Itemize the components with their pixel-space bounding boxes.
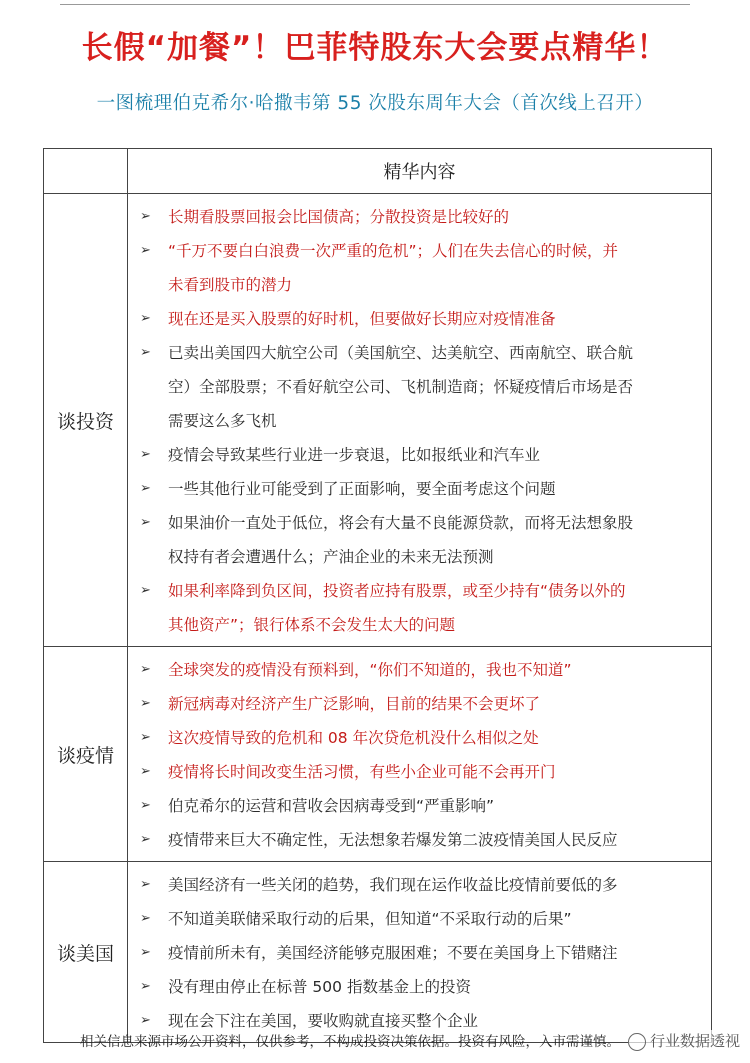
section-category: 谈美国 [44,862,128,1043]
arrow-bullet-icon: ➢ [140,911,151,926]
bullet-line: 疫情带来巨大不确定性，无法想象若爆发第二波疫情美国人民反应 [168,831,618,849]
arrow-bullet-icon: ➢ [140,832,151,847]
bullet-line: 如果油价一直处于低位，将会有大量不良能源贷款，而将无法想象股 [168,514,634,532]
bullet-item [128,302,711,336]
bullet-line: “千万不要白白浪费一次严重的危机”；人们在失去信心的时候，并 [168,242,619,260]
bullet-item [128,902,711,936]
bullet-item [128,574,711,642]
arrow-bullet-icon: ➢ [140,945,151,960]
section-category: 谈投资 [44,194,128,647]
summary-table [43,148,712,1043]
arrow-bullet-icon: ➢ [140,979,151,994]
bullet-line: 如果利率降到负区间，投资者应持有股票，或至少持有“债务以外的 [168,582,626,600]
bullet-line: 权持有者会遭遇什么；产油企业的未来无法预测 [168,548,494,566]
table-header-label: 精华内容 [128,149,712,194]
bullet-line: 长期看股票回报会比国债高；分散投资是比较好的 [168,208,510,226]
page-title: 长假“加餐”！巴菲特股东大会要点精华！ [81,30,669,66]
watermark-label: 行业数据透视 [649,1032,740,1050]
bullet-line: 现在还是买入股票的好时机，但要做好长期应对疫情准备 [168,310,556,328]
wechat-icon [628,1033,646,1051]
bullet-item [128,653,711,687]
bullet-item [128,868,711,902]
bullet-item [128,936,711,970]
arrow-bullet-icon: ➢ [140,877,151,892]
footer-disclaimer: 相关信息来源市场公开资料，仅供参考，不构成投资决策依据。投资有风险，入市需谨慎。 [80,1034,620,1050]
bullet-line: 已卖出美国四大航空公司（美国航空、达美航空、西南航空、联合航 [168,344,634,362]
bullet-line: 疫情会导致某些行业进一步衰退，比如报纸业和汽车业 [168,446,541,464]
arrow-bullet-icon: ➢ [140,243,151,258]
table-header-row [44,149,712,194]
bullet-line: 全球突发的疫情没有预料到，“你们不知道的，我也不知道” [168,661,572,679]
bullet-line: 未看到股市的潜力 [168,276,293,294]
bullet-line: 没有理由停止在标普 500 指数基金上的投资 [168,978,471,996]
bullet-item [128,721,711,755]
bullet-line: 不知道美联储采取行动的后果，但知道“不采取行动的后果” [168,910,572,928]
section-row [44,647,712,862]
bullet-item [128,506,711,574]
section-row [44,194,712,647]
table-body [44,194,712,1043]
bullet-line: 疫情将长时间改变生活习惯，有些小企业可能不会再开门 [168,763,556,781]
bullet-item [128,336,711,438]
arrow-bullet-icon: ➢ [140,662,151,677]
bullet-item [128,970,711,1004]
bullet-line: 需要这么多飞机 [168,412,277,430]
bullet-item [128,755,711,789]
arrow-bullet-icon: ➢ [140,1013,151,1028]
section-items [128,194,712,647]
bullet-item [128,438,711,472]
bullet-line: 伯克希尔的运营和营收会因病毒受到“严重影响” [168,797,495,815]
arrow-bullet-icon: ➢ [140,798,151,813]
arrow-bullet-icon: ➢ [140,311,151,326]
arrow-bullet-icon: ➢ [140,447,151,462]
arrow-bullet-icon: ➢ [140,481,151,496]
bullet-line: 美国经济有一些关闭的趋势，我们现在运作收益比疫情前要低的多 [168,876,618,894]
bullet-item [128,823,711,857]
bullet-line: 现在会下注在美国，要收购就直接买整个企业 [168,1012,479,1030]
section-items [128,862,712,1043]
table-header-empty [44,149,128,194]
top-divider [60,4,690,5]
bullet-line: 新冠病毒对经济产生广泛影响，目前的结果不会更坏了 [168,695,541,713]
bullet-item [128,687,711,721]
arrow-bullet-icon: ➢ [140,696,151,711]
bullet-line: 疫情前所未有，美国经济能够克服困难；不要在美国身上下错赌注 [168,944,618,962]
arrow-bullet-icon: ➢ [140,583,151,598]
arrow-bullet-icon: ➢ [140,209,151,224]
arrow-bullet-icon: ➢ [140,730,151,745]
bullet-line: 空）全部股票；不看好航空公司、飞机制造商；怀疑疫情后市场是否 [168,378,634,396]
section-items [128,647,712,862]
section-category: 谈疫情 [44,647,128,862]
arrow-bullet-icon: ➢ [140,764,151,779]
arrow-bullet-icon: ➢ [140,515,151,530]
section-row [44,862,712,1043]
bullet-item [128,472,711,506]
arrow-bullet-icon: ➢ [140,345,151,360]
bullet-line: 其他资产”；银行体系不会发生太大的问题 [168,616,456,634]
bullet-line: 一些其他行业可能受到了正面影响，要全面考虑这个问题 [168,480,556,498]
watermark [628,1030,740,1051]
bullet-item [128,200,711,234]
bullet-item [128,234,711,302]
bullet-item [128,789,711,823]
bullet-line: 这次疫情导致的危机和 08 年次贷危机没什么相似之处 [168,729,539,747]
page-subtitle: 一图梳理伯克希尔·哈撒韦第 55 次股东周年大会（首次线上召开） [96,93,654,114]
